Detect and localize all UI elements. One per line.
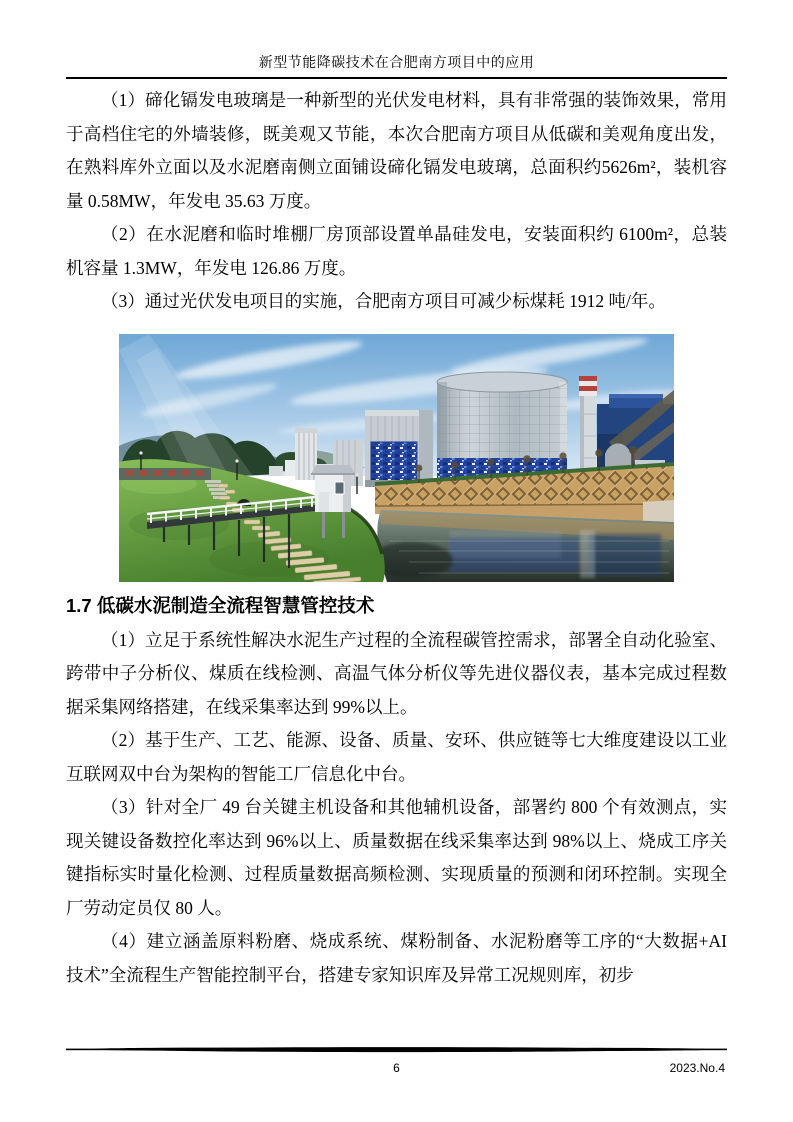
page-header <box>66 0 727 79</box>
plant-photo <box>119 334 674 582</box>
footer-rule <box>66 1046 727 1054</box>
paragraph-rooftop-pv: （2）在水泥磨和临时堆棚厂房顶部设置单晶硅发电，安装面积约 6100m²，总装机容量 1.3MW，年发电 126.86 万度。 <box>66 224 727 278</box>
paragraph-equipment-points: （3）针对全厂 49 台关键主机设备和其他辅机设备，部署约 800 个有效测点，实现关键设备数控化率达到 96%以上、质量数据在线采集率达到 98%以上、烧成工序关键指标实时量化检测、过程质量数据高频检测、实现质量的预测和闭环控制。实现全厂劳动定员仅 80 人。 <box>66 797 727 918</box>
paragraph-pv-glass: （1）碲化镉发电玻璃是一种新型的光伏发电材料，具有非常强的装饰效果，常用于高档住宅的外墙装修，既美观又节能，本次合肥南方项目从低碳和美观角度出发，在熟料库外立面以及水泥磨南侧立面铺设碲化镉发电玻璃，总面积约5626m²，装机容量 0.58MW，年发电 35.63 万度。 <box>66 90 727 211</box>
plant-photo-figure <box>119 334 674 582</box>
section-heading: 1.7 低碳水泥制造全流程智慧管控技术 <box>66 594 375 616</box>
page-number: 6 <box>393 1061 400 1075</box>
page-body <box>66 84 727 992</box>
header-title: 新型节能降碳技术在合肥南方项目中的应用 <box>258 56 535 71</box>
issue-number: 2023.No.4 <box>669 1061 725 1075</box>
page-footer <box>66 1041 727 1077</box>
footer-row <box>66 1061 727 1077</box>
paragraph-coal-saving: （3）通过光伏发电项目的实施，合肥南方项目可减少标煤耗 1912 吨/年。 <box>101 291 666 311</box>
paragraph-carbon-control: （1）立足于系统性解决水泥生产过程的全流程碳管控需求，部署全自动化验室、跨带中子分析仪、煤质在线检测、高温气体分析仪等先进仪器仪表，基本完成过程数据采集网络搭建，在线采集率达到 99%以上。 <box>66 629 727 717</box>
paragraph-bigdata-ai: （4）建立涵盖原料粉磨、烧成系统、煤粉制备、水泥粉磨等工序的“大数据+AI 技术”全流程生产智能控制平台，搭建专家知识库及异常工况规则库，初步 <box>66 931 727 985</box>
paragraph-seven-dimensions: （2）基于生产、工艺、能源、设备、质量、安环、供应链等七大维度建设以工业互联网双中台为架构的智能工厂信息化中台。 <box>66 730 727 784</box>
